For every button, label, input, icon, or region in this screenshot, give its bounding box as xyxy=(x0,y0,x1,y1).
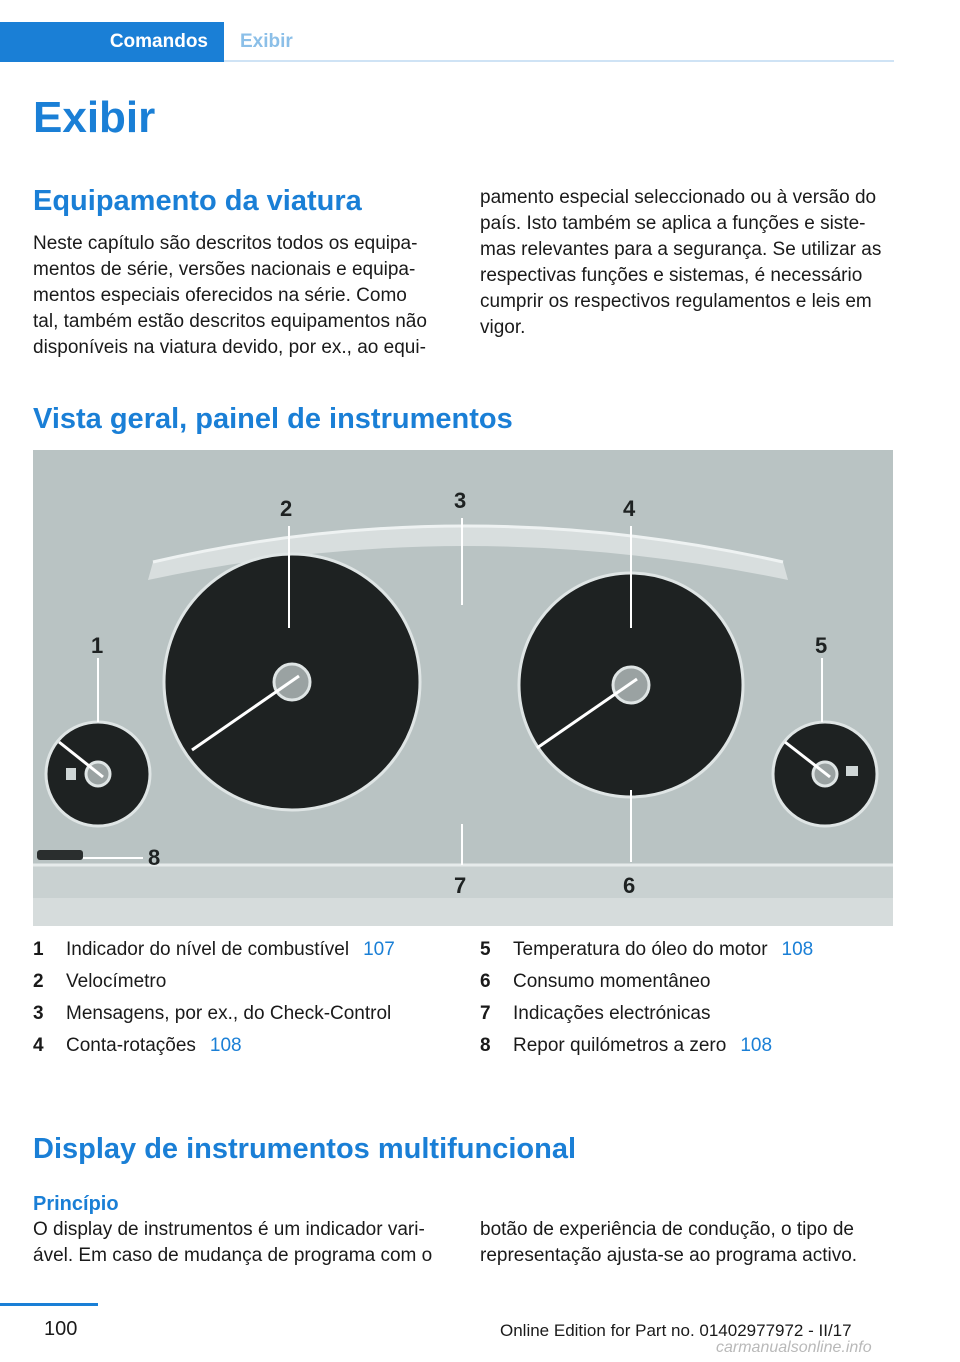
legend-text: Consumo momentâneo xyxy=(513,971,711,992)
heading-display: Display de instrumentos multifuncional xyxy=(33,1133,577,1165)
callout-3: 3 xyxy=(454,488,467,513)
legend-item xyxy=(480,1030,900,1062)
text-line: cumprir os respectivos regulamentos e leis em xyxy=(480,291,872,312)
display-col2 xyxy=(480,1217,900,1269)
page-number: 100 xyxy=(44,1318,78,1340)
text-line: disponíveis na viatura devido, por ex., ao equi- xyxy=(33,337,426,358)
callout-5: 5 xyxy=(815,633,828,658)
legend-number: 4 xyxy=(33,1035,44,1056)
callout-7: 7 xyxy=(454,873,467,898)
text-line: respectivas funções e sistemas, é necessário xyxy=(480,265,863,286)
header-rule xyxy=(224,60,894,62)
legend-number: 1 xyxy=(33,939,44,960)
legend-text: Velocímetro xyxy=(66,971,167,992)
legend-text: Indicações electrónicas xyxy=(513,1003,711,1024)
tab-comandos[interactable]: Comandos xyxy=(0,22,224,62)
legend-page-ref[interactable]: 108 xyxy=(781,939,814,960)
legend-number: 5 xyxy=(480,939,491,960)
legend-item xyxy=(33,998,453,1030)
watermark: carmanualsonline.info xyxy=(716,1339,872,1356)
text-line: O display de instrumentos é um indicador vari- xyxy=(33,1219,425,1240)
legend-text: Indicador do nível de combustível xyxy=(66,939,350,960)
callout-6: 6 xyxy=(623,873,636,898)
fuel-gauge xyxy=(46,722,150,826)
text-line: vigor. xyxy=(480,317,526,338)
text-line: país. Isto também se aplica a funções e siste- xyxy=(480,213,866,234)
legend-page-ref[interactable]: 108 xyxy=(209,1035,242,1056)
callout-4: 4 xyxy=(623,496,636,521)
text-line: tal, também estão descritos equipamentos não xyxy=(33,311,427,332)
legend-item xyxy=(480,998,900,1030)
legend-item xyxy=(33,1030,453,1062)
panel-ledge-lower xyxy=(33,898,893,926)
legend-number: 7 xyxy=(480,1003,491,1024)
legend-left xyxy=(33,934,453,1062)
edition-info: Online Edition for Part no. 01402977972 - II/17 xyxy=(500,1321,852,1340)
text-line: representação ajusta-se ao programa activo. xyxy=(480,1245,858,1266)
callout-2: 2 xyxy=(280,496,293,521)
legend-number: 8 xyxy=(480,1035,491,1056)
equipment-col1 xyxy=(33,231,453,361)
legend-text: Mensagens, por ex., do Check-Control xyxy=(66,1003,392,1024)
footer-rule xyxy=(0,1303,98,1306)
legend-number: 2 xyxy=(33,971,44,992)
legend-item xyxy=(480,966,900,998)
legend-item xyxy=(33,966,453,998)
text-line: pamento especial seleccionado ou à versão do xyxy=(480,187,877,208)
text-line: mentos especiais oferecidos na série. Como xyxy=(33,285,407,306)
text-line: mas relevantes para a segurança. Se utilizar as xyxy=(480,239,882,260)
oil-temp-gauge xyxy=(773,722,877,826)
legend-number: 3 xyxy=(33,1003,44,1024)
tab-exibir[interactable]: Exibir xyxy=(240,31,293,52)
heading-vista-geral: Vista geral, painel de instrumentos xyxy=(33,403,513,435)
subheading-principio: Princípio xyxy=(33,1193,119,1215)
legend-page-ref[interactable]: 107 xyxy=(363,939,395,960)
legend-text: Temperatura do óleo do motor xyxy=(513,939,768,960)
trip-reset-button xyxy=(37,850,83,860)
display-col1 xyxy=(33,1217,453,1269)
legend-page-ref[interactable]: 108 xyxy=(740,1035,773,1056)
text-line: botão de experiência de condução, o tipo de xyxy=(480,1219,854,1240)
legend-right xyxy=(480,934,900,1062)
legend-item xyxy=(33,934,453,966)
callout-1: 1 xyxy=(91,633,104,658)
instrument-panel-figure xyxy=(33,450,893,926)
legend-text: Conta-rotações xyxy=(66,1035,196,1056)
instrument-panel-illustration xyxy=(33,450,893,926)
text-line: ável. Em caso de mudança de programa com o xyxy=(33,1245,433,1266)
fuel-pump-icon xyxy=(66,768,76,780)
heading-equipamento: Equipamento da viatura xyxy=(33,185,362,217)
legend-item xyxy=(480,934,900,966)
page-title: Exibir xyxy=(33,93,156,142)
text-line: Neste capítulo são descritos todos os equipa- xyxy=(33,233,418,254)
speedometer xyxy=(164,554,420,810)
legend-text: Repor quilómetros a zero xyxy=(513,1035,727,1056)
legend-number: 6 xyxy=(480,971,491,992)
callout-8: 8 xyxy=(148,845,161,870)
text-line: mentos de série, versões nacionais e equipa- xyxy=(33,259,416,280)
oil-temp-icon xyxy=(846,766,858,776)
equipment-col2 xyxy=(480,185,900,341)
